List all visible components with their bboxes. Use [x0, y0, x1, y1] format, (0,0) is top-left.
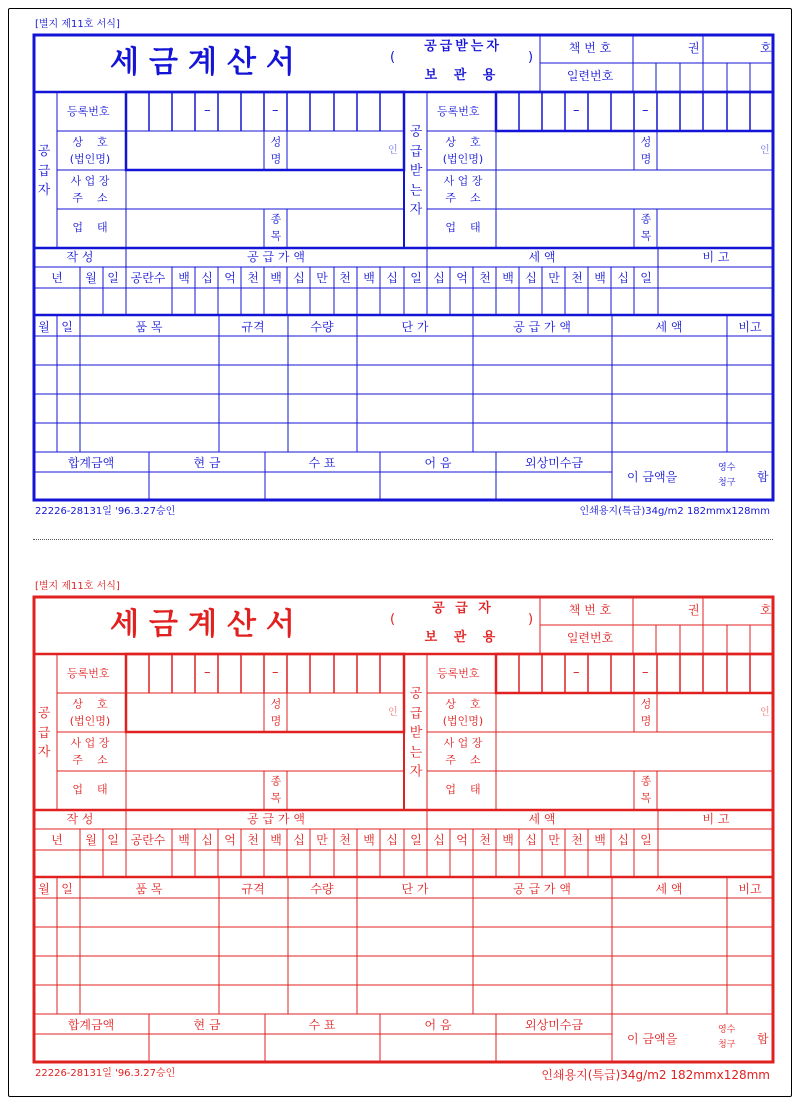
- total-amount-label: 합계금액: [67, 1018, 115, 1032]
- approval-note: 22226-28131일 '96.3.27승인: [35, 1068, 176, 1079]
- supply-amount-label: 공 급 가 액: [247, 812, 305, 826]
- digit-place-label: 억: [224, 833, 236, 847]
- digit-place-label: 천: [479, 833, 491, 847]
- item-tax-label: 세 액: [655, 882, 683, 896]
- receiver-address-label: 사 업 장 주 소: [443, 736, 483, 766]
- date-written-label: 작 성: [66, 250, 94, 264]
- digit-place-label: 천: [479, 271, 491, 285]
- item-name-label: 품 목: [135, 882, 163, 896]
- digit-place-label: 십: [617, 833, 629, 847]
- blank-count-label: 공란수: [130, 271, 166, 285]
- total-amount-label: 합계금액: [67, 456, 115, 470]
- paren-close: ): [528, 50, 534, 65]
- paren-open: (: [390, 612, 396, 627]
- item-day-label: 일: [61, 882, 73, 896]
- digit-place-label: 일: [640, 833, 652, 847]
- digit-place-label: 십: [525, 833, 537, 847]
- cash-label: 현 금: [193, 456, 221, 470]
- supplier-company-label: 상 호 (법인명): [69, 135, 111, 165]
- supplier-seal: 인: [388, 707, 398, 718]
- receipt-label: 영수: [718, 1025, 736, 1035]
- digit-place-label: 천: [339, 271, 351, 285]
- red-copy: [0, 562, 800, 1102]
- credit-label: 외상미수금: [525, 456, 583, 470]
- digit-place-label: 백: [178, 833, 190, 847]
- credit-label: 외상미수금: [525, 1018, 583, 1032]
- digit-place-label: 십: [201, 271, 213, 285]
- supplier-address-label: 사 업 장 주 소: [70, 174, 110, 204]
- item-tax-label: 세 액: [655, 320, 683, 334]
- supplier-reg-no-label: 등록번호: [67, 105, 110, 118]
- blank-count-label: 공란수: [130, 833, 166, 847]
- copy-type-bottom: 보 관 용: [424, 630, 502, 645]
- supplier-label: 공 급 자: [37, 143, 51, 198]
- year-label: 년: [51, 271, 63, 285]
- book-number-label: 책 번 호: [568, 603, 612, 617]
- supplier-reg-no-label: 등록번호: [67, 667, 110, 680]
- this-amount-label: 이 금액을: [627, 470, 678, 484]
- note-label: 어 음: [424, 456, 452, 470]
- supplier-company-label: 상 호 (법인명): [69, 697, 111, 727]
- year-label: 년: [51, 833, 63, 847]
- day-label: 일: [107, 833, 119, 847]
- digit-place-label: 만: [548, 271, 560, 285]
- paren-close: ): [528, 612, 534, 627]
- receiver-name-label: 성 명: [640, 697, 652, 727]
- claim-label: 청구: [718, 1040, 736, 1050]
- supplier-seal: 인: [388, 145, 398, 156]
- digit-place-label: 억: [224, 271, 236, 285]
- note-label: 어 음: [424, 1018, 452, 1032]
- reg-dash: –: [272, 665, 279, 680]
- copy-type-top: 공 급 자: [432, 601, 494, 616]
- item-month-label: 월: [38, 882, 50, 896]
- form-title: 세금계산서: [110, 607, 305, 642]
- digit-place-label: 천: [571, 271, 583, 285]
- receiver-company-label: 상 호 (법인명): [442, 697, 484, 727]
- digit-place-label: 만: [548, 833, 560, 847]
- receiver-seal: 인: [760, 145, 770, 156]
- digit-place-label: 십: [201, 833, 213, 847]
- digit-place-label: 십: [293, 833, 305, 847]
- book-unit: 권: [688, 41, 700, 55]
- supplier-name-label: 성 명: [270, 135, 282, 165]
- date-written-label: 작 성: [66, 812, 94, 826]
- supplier-item-type-label: 종 목: [270, 774, 282, 804]
- item-remarks-label: 비고: [738, 320, 762, 334]
- receiver-seal: 인: [760, 707, 770, 718]
- receiver-business-type-label: 업 태: [445, 220, 481, 234]
- form-reference: [별지 제11호 서식]: [35, 581, 120, 592]
- receiver-address-label: 사 업 장 주 소: [443, 174, 483, 204]
- form-grid: [0, 0, 800, 540]
- month-label: 월: [85, 271, 97, 285]
- number-unit: 호: [760, 603, 772, 617]
- day-label: 일: [107, 271, 119, 285]
- digit-place-label: 십: [433, 833, 445, 847]
- claim-label: 청구: [718, 478, 736, 488]
- digit-place-label: 십: [386, 271, 398, 285]
- reg-dash: –: [573, 665, 580, 680]
- receiver-company-label: 상 호 (법인명): [442, 135, 484, 165]
- receiver-business-type-label: 업 태: [445, 782, 481, 796]
- receiver-item-type-label: 종 목: [640, 212, 652, 242]
- digit-place-label: 억: [456, 833, 468, 847]
- paper-spec: 인쇄용지(특급)34g/m2 182mmx128mm: [541, 1068, 770, 1082]
- item-supply-amount-label: 공 급 가 액: [513, 320, 571, 334]
- reg-dash: –: [204, 103, 211, 118]
- unit-price-label: 단 가: [401, 882, 429, 896]
- tax-label: 세 액: [528, 250, 556, 264]
- supplier-business-type-label: 업 태: [72, 782, 108, 796]
- digit-place-label: 십: [293, 271, 305, 285]
- spec-label: 규격: [241, 882, 265, 896]
- digit-place-label: 백: [270, 833, 282, 847]
- quantity-label: 수량: [310, 882, 334, 896]
- serial-number-label: 일련번호: [566, 631, 614, 645]
- supply-amount-label: 공 급 가 액: [247, 250, 305, 264]
- digit-place-label: 백: [363, 833, 375, 847]
- form-reference: [별지 제11호 서식]: [35, 19, 120, 30]
- supplier-name-label: 성 명: [270, 697, 282, 727]
- digit-place-label: 일: [640, 271, 652, 285]
- check-label: 수 표: [308, 456, 336, 470]
- digit-place-label: 백: [594, 271, 606, 285]
- digit-place-label: 만: [316, 271, 328, 285]
- digit-place-label: 백: [178, 271, 190, 285]
- tax-label: 세 액: [528, 812, 556, 826]
- copy-type-top: 공급받는자: [424, 39, 502, 54]
- unit-price-label: 단 가: [401, 320, 429, 334]
- digit-place-label: 십: [525, 271, 537, 285]
- remarks-label: 비 고: [702, 812, 730, 826]
- item-remarks-label: 비고: [738, 882, 762, 896]
- receiver-reg-no-label: 등록번호: [437, 105, 480, 118]
- receiver-item-type-label: 종 목: [640, 774, 652, 804]
- spec-label: 규격: [241, 320, 265, 334]
- receiver-name-label: 성 명: [640, 135, 652, 165]
- receiver-label: 공 급 받 는 자: [409, 686, 423, 780]
- digit-place-label: 백: [270, 271, 282, 285]
- copy-type-bottom: 보 관 용: [424, 68, 502, 83]
- digit-place-label: 천: [571, 833, 583, 847]
- paper-spec: 인쇄용지(특급)34g/m2 182mmx128mm: [579, 506, 770, 517]
- serial-number-label: 일련번호: [566, 69, 614, 83]
- receiver-reg-no-label: 등록번호: [437, 667, 480, 680]
- supplier-address-label: 사 업 장 주 소: [70, 736, 110, 766]
- digit-place-label: 천: [247, 833, 259, 847]
- month-label: 월: [85, 833, 97, 847]
- blue-copy: [0, 0, 800, 540]
- remarks-label: 비 고: [702, 250, 730, 264]
- receiver-label: 공 급 받 는 자: [409, 124, 423, 218]
- digit-place-label: 십: [617, 271, 629, 285]
- digit-place-label: 백: [594, 833, 606, 847]
- item-month-label: 월: [38, 320, 50, 334]
- digit-place-label: 백: [502, 833, 514, 847]
- digit-place-label: 백: [502, 271, 514, 285]
- item-name-label: 품 목: [135, 320, 163, 334]
- reg-dash: –: [204, 665, 211, 680]
- digit-place-label: 십: [386, 833, 398, 847]
- supplier-item-type-label: 종 목: [270, 212, 282, 242]
- digit-place-label: 백: [363, 271, 375, 285]
- digit-place-label: 십: [433, 271, 445, 285]
- number-unit: 호: [760, 41, 772, 55]
- reg-dash: –: [573, 103, 580, 118]
- digit-place-label: 일: [410, 271, 422, 285]
- paren-open: (: [390, 50, 396, 65]
- reg-dash: –: [272, 103, 279, 118]
- ham-label: 함: [757, 470, 769, 484]
- receipt-label: 영수: [718, 463, 736, 473]
- digit-place-label: 천: [247, 271, 259, 285]
- reg-dash: –: [642, 665, 649, 680]
- check-label: 수 표: [308, 1018, 336, 1032]
- digit-place-label: 만: [316, 833, 328, 847]
- digit-place-label: 일: [410, 833, 422, 847]
- digit-place-label: 억: [456, 271, 468, 285]
- reg-dash: –: [642, 103, 649, 118]
- this-amount-label: 이 금액을: [627, 1032, 678, 1046]
- quantity-label: 수량: [310, 320, 334, 334]
- item-supply-amount-label: 공 급 가 액: [513, 882, 571, 896]
- book-number-label: 책 번 호: [568, 41, 612, 55]
- form-title: 세금계산서: [110, 45, 305, 80]
- item-day-label: 일: [61, 320, 73, 334]
- supplier-label: 공 급 자: [37, 705, 51, 760]
- digit-place-label: 천: [339, 833, 351, 847]
- supplier-business-type-label: 업 태: [72, 220, 108, 234]
- form-grid: [0, 562, 800, 1102]
- ham-label: 함: [757, 1032, 769, 1046]
- cash-label: 현 금: [193, 1018, 221, 1032]
- book-unit: 권: [688, 603, 700, 617]
- approval-note: 22226-28131일 '96.3.27승인: [35, 506, 176, 517]
